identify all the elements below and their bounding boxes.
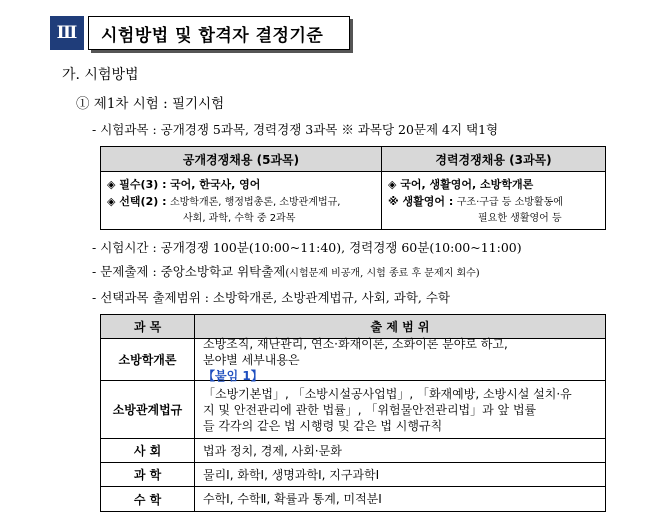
exam-subjects-table <box>100 146 606 230</box>
exam-line <box>92 262 480 280</box>
item1-label: ① 제1차 시험 : 필기시험 <box>76 96 225 112</box>
row-range-line: 법과 정치, 경제, 사회·문화 <box>203 443 342 458</box>
row-range-line: 소방조직, 재난관리, 연소·화재이론, 소화이론 분야로 하고, <box>203 336 508 351</box>
range-line: - 선택과목 출제범위 : 소방학개론, 소방관계법규, 사회, 과학, 수학 <box>92 290 450 305</box>
sub-heading: 가. 시험방법 <box>62 67 139 83</box>
exam-line-main: - 문제출제 : 중앙소방학교 위탁출제 <box>92 264 286 279</box>
section-title-text: 시험방법 및 합격자 결정기준 <box>101 25 324 46</box>
table-row <box>101 336 605 383</box>
table-row <box>101 439 605 463</box>
row-range-line: 「소방기본법」, 「소방시설공사업법」, 「화재예방, 소방시설 설치·유 <box>203 386 572 401</box>
row-range <box>195 487 605 511</box>
row-range-text: 분야별 세부내용은 <box>203 352 300 367</box>
row-range-line: 물리Ⅰ, 화학Ⅰ, 생명과학Ⅰ, 지구과학Ⅰ <box>203 467 380 482</box>
open-elective-line <box>107 193 340 209</box>
open-elective-label: ◈ 선택(2) : <box>107 195 167 208</box>
table-row <box>101 487 605 511</box>
career-note-label: ※ 생활영어 : <box>388 195 454 208</box>
row-range <box>195 463 605 486</box>
row-subject: 과 학 <box>101 463 195 486</box>
table-row <box>101 463 605 487</box>
open-elective-value-cont: 사회, 과학, 수학 중 2과목 <box>183 213 296 224</box>
open-competition-column <box>101 147 382 229</box>
section-number-badge: Ⅲ <box>50 16 84 50</box>
open-required-value: 국어, 한국사, 영어 <box>169 178 261 191</box>
career-subjects-line: ◈ 국어, 생활영어, 소방학개론 <box>388 178 534 191</box>
row-range-line <box>203 352 597 384</box>
header-subject: 과 목 <box>101 315 195 338</box>
header-range-text: 출 제 범 위 <box>370 319 430 334</box>
open-competition-header: 공개경쟁채용 (5과목) <box>101 147 381 172</box>
exam-range-table <box>100 314 606 512</box>
career-note-line <box>388 193 563 209</box>
row-range <box>195 439 605 462</box>
career-note-value-cont: 필요한 생활영어 등 <box>478 213 562 224</box>
row-subject: 소방학개론 <box>101 339 195 380</box>
row-subject: 수 학 <box>101 487 195 511</box>
table-row <box>101 381 605 439</box>
open-required-line <box>107 176 260 192</box>
row-range-line: 지 및 안전관리에 관한 법률」, 「위험물안전관리법」과 앞 법률 <box>203 402 537 417</box>
row-range-line: 수학Ⅰ, 수학Ⅱ, 확률과 통계, 미적분Ⅰ <box>203 492 382 506</box>
section-title <box>88 16 350 50</box>
row-range-line: 들 각각의 같은 법 시행령 및 같은 법 시행규칙 <box>203 418 443 433</box>
career-competition-header: 경력경쟁채용 (3과목) <box>382 147 605 172</box>
open-required-label: ◈ 필수(3) : <box>107 178 167 191</box>
career-competition-column <box>382 147 605 229</box>
subjects-line: - 시험과목 : 공개경쟁 5과목, 경력경쟁 3과목 ※ 과목당 20문제 4지 택1형 <box>92 122 499 137</box>
row-range <box>195 336 605 383</box>
row-range <box>195 381 605 438</box>
row-subject: 소방관계법규 <box>101 381 195 438</box>
exam-line-note: (시험문제 비공개, 시험 종료 후 문제지 회수) <box>285 268 480 279</box>
career-note-value: 구조·구급 등 소방활동에 <box>456 197 563 208</box>
row-subject: 사 회 <box>101 439 195 462</box>
appendix-reference: 【붙임 1】 <box>203 368 263 383</box>
time-line: - 시험시간 : 공개경쟁 100분(10:00~11:40), 경력경쟁 60분(10:00~11:00) <box>92 240 522 255</box>
open-elective-value: 소방학개론, 행정법총론, 소방관계법규, <box>169 197 341 208</box>
